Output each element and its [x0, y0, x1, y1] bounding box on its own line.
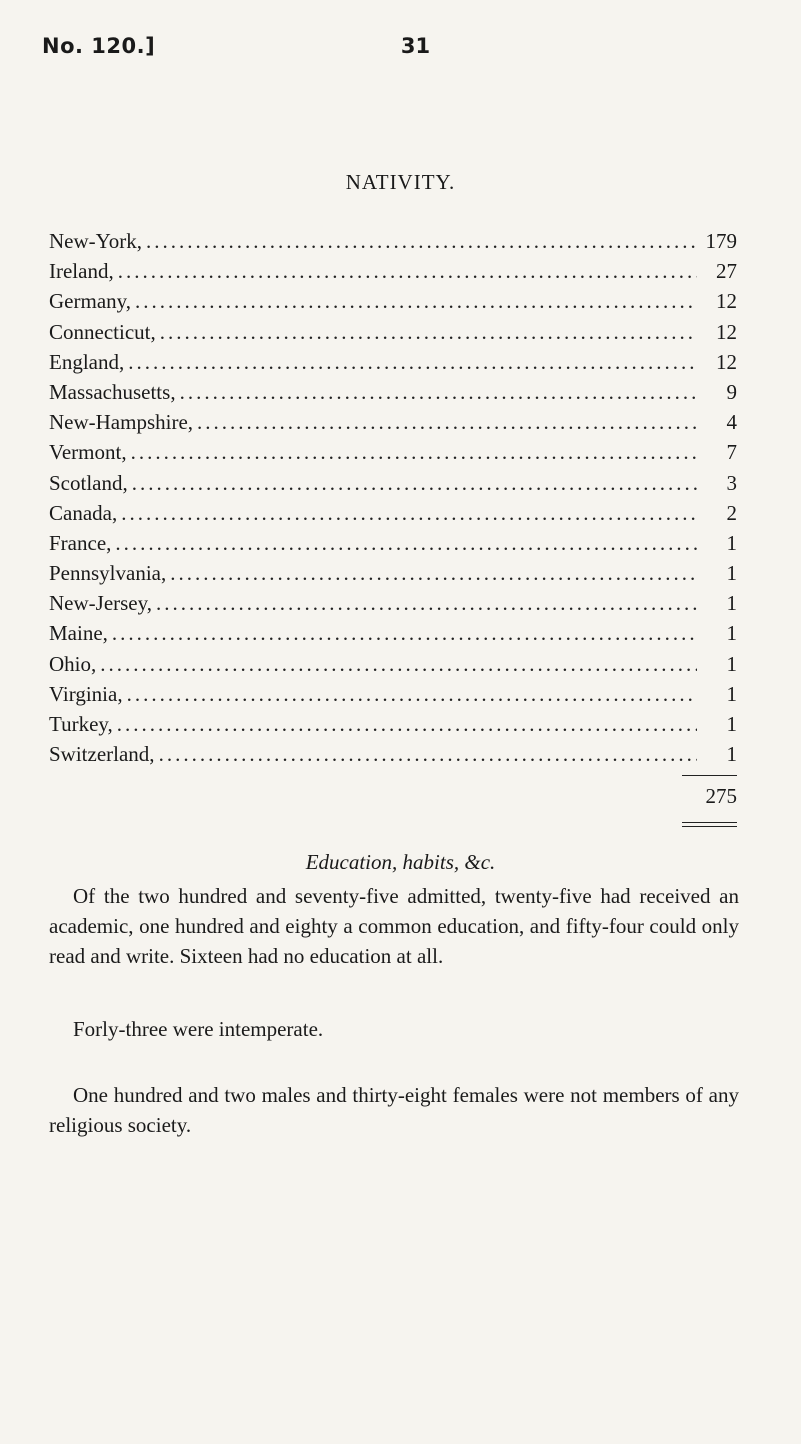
dot-leader: [132, 468, 697, 498]
place-count: 7: [726, 440, 737, 465]
table-row: [49, 588, 737, 618]
place-name: France,: [49, 530, 112, 555]
place-name: Maine,: [49, 621, 108, 646]
section-subhead: Education, habits, &c.: [305, 850, 496, 874]
place-count: 3: [726, 470, 737, 495]
table-row: [49, 256, 737, 286]
paragraph-religion: One hundred and two males and thirty-eight females were not members of any religious society.: [49, 1083, 739, 1137]
place-name: New-York,: [49, 229, 142, 253]
place-count: 9: [726, 379, 737, 404]
table-row: [49, 347, 737, 377]
place-name: England,: [49, 349, 125, 374]
section-title: NATIVITY.: [345, 170, 456, 194]
paragraph-education: Of the two hundred and seventy-five admitted, twenty-five had received an academic, one hundred and eighty a common education, and fifty-four could only read and write. Sixteen had no education at all.: [49, 884, 739, 968]
table-row: [49, 618, 737, 648]
place-name: Vermont,: [49, 440, 127, 465]
place-count: 12: [716, 289, 737, 314]
sum-rule: [682, 775, 737, 776]
table-row: [49, 679, 737, 709]
place-count: 1: [726, 681, 737, 706]
place-count: 1: [726, 651, 737, 676]
nativity-table: [49, 226, 737, 769]
place-count: 1: [726, 530, 737, 555]
place-name: Pennsylvania,: [49, 561, 167, 586]
dot-leader: [131, 437, 697, 467]
table-row: [49, 498, 737, 528]
place-count: 27: [716, 259, 737, 284]
place-name: New-Hampshire,: [49, 410, 194, 435]
place-name: Switzerland,: [49, 742, 155, 767]
table-row: [49, 528, 737, 558]
page-number: 31: [400, 34, 431, 58]
double-rule: [682, 822, 737, 827]
dot-leader: [180, 377, 697, 407]
table-row: [49, 558, 737, 588]
place-count: 12: [716, 349, 737, 374]
place-name: Canada,: [49, 500, 118, 525]
dot-leader: [118, 256, 697, 286]
place-count: 12: [716, 319, 737, 344]
place-name: Ireland,: [49, 259, 114, 284]
running-head: [42, 34, 759, 64]
place-count: 1: [726, 712, 737, 736]
table-row: [49, 437, 737, 467]
dot-leader: [128, 347, 697, 377]
dot-leader: [115, 528, 697, 558]
dot-leader: [135, 286, 697, 316]
table-row: [49, 468, 737, 498]
place-name: Connecticut,: [49, 319, 156, 344]
table-row: [49, 649, 737, 679]
dot-leader: [197, 407, 697, 437]
place-name: Turkey,: [49, 712, 113, 736]
dot-leader: [170, 558, 697, 588]
place-name: Ohio,: [49, 651, 97, 676]
table-row: [49, 226, 737, 256]
table-row: [49, 317, 737, 347]
table-row: [49, 709, 737, 739]
dot-leader: [156, 588, 697, 618]
dot-leader: [159, 739, 697, 769]
dot-leader: [146, 226, 697, 256]
place-count: 1: [726, 621, 737, 646]
table-row: [49, 739, 737, 769]
place-name: Massachusetts,: [49, 379, 176, 404]
dot-leader: [100, 649, 697, 679]
dot-leader: [160, 317, 697, 347]
table-row: [49, 377, 737, 407]
total-count: 275: [705, 784, 737, 808]
paragraph-intemperance: Forly-three were intemperate.: [73, 1017, 324, 1041]
place-name: Germany,: [49, 289, 132, 314]
place-count: 1: [726, 591, 737, 616]
table-row: [49, 286, 737, 316]
place-count: 1: [726, 561, 737, 586]
dot-leader: [127, 679, 697, 709]
dot-leader: [117, 709, 697, 739]
place-count: 2: [726, 500, 737, 525]
dot-leader: [121, 498, 697, 528]
table-row: [49, 407, 737, 437]
place-name: Scotland,: [49, 470, 128, 495]
place-count: 4: [726, 410, 737, 435]
place-count: 179: [705, 229, 737, 253]
document-number: No. 120.]: [42, 34, 156, 58]
place-name: Virginia,: [49, 681, 123, 706]
dot-leader: [112, 618, 697, 648]
place-name: New-Jersey,: [49, 591, 153, 616]
place-count: 1: [726, 742, 737, 767]
